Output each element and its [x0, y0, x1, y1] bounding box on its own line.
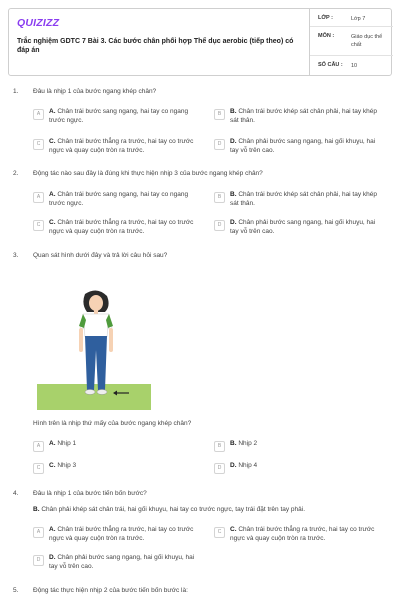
option-text: C. Chân trái bước thẳng ra trước, hai tay co trước ngực và quay cuộn tròn ra trước.: [49, 138, 194, 154]
question-number: 5.: [13, 587, 19, 594]
option-text: B. Chân trái bước khép sát chân phải, hai tay khép sát thân.: [230, 108, 378, 124]
meta-value: Lớp 7: [351, 16, 366, 22]
meta-table: [309, 9, 392, 75]
option-text: A. Chân trái bước sang ngang, hai tay co ngang trước ngực.: [49, 108, 189, 124]
option-checkbox[interactable]: D: [214, 139, 225, 150]
meta-label: SỐ CÂU :: [318, 62, 343, 68]
aerobic-figure-image: [37, 288, 151, 412]
option-text: D. Chân phải bước sang ngang, hai gối khuỵu, hai tay vỗ trên cao.: [230, 138, 376, 154]
meta-row-subject: [310, 27, 393, 56]
option-text: A. Chân trái bước thẳng ra trước, hai tay co trước ngực và quay cuộn tròn ra trước.: [49, 526, 194, 542]
quizizz-logo[interactable]: QUIZIZZ: [17, 17, 60, 29]
option-checkbox[interactable]: C: [33, 463, 44, 474]
question-text: Động tác nào sau đây là đúng khi thực hiện nhịp 3 của bước ngang khép chân?: [33, 170, 263, 177]
option-text: B. Nhịp 2: [230, 440, 258, 447]
option-text: A. Chân trái bước sang ngang, hai tay co ngang trước ngực.: [49, 191, 189, 207]
option-checkbox[interactable]: A: [33, 192, 44, 203]
option-text: D. Chân phải bước sang ngang, hai gối khuỵu, hai tay vỗ trên cao.: [49, 554, 195, 570]
page-title: Trắc nghiệm GDTC 7 Bài 3. Các bước chân phối hợp Thể dục aerobic (tiếp theo) có đáp án: [17, 38, 294, 55]
option-checkbox[interactable]: D: [214, 220, 225, 231]
option-checkbox[interactable]: A: [33, 109, 44, 120]
option-checkbox[interactable]: B: [214, 109, 225, 120]
question-number: 3.: [13, 252, 19, 259]
meta-value: Giáo dục thể chất: [351, 34, 383, 49]
option-text: D. Nhịp 4: [230, 462, 258, 469]
option-checkbox[interactable]: C: [214, 527, 225, 538]
option-checkbox[interactable]: C: [33, 139, 44, 150]
option-checkbox[interactable]: B: [214, 192, 225, 203]
option-text: C. Chân trái bước thẳng ra trước, hai tay co trước ngực và quay cuộn tròn ra trước.: [49, 219, 194, 235]
option-text: D. Chân phải bước sang ngang, hai gối khuỵu, hai tay vỗ trên cao.: [230, 219, 376, 235]
student-figure: [79, 290, 113, 394]
option-text: A. Nhịp 1: [49, 440, 77, 447]
option-text: B. Chân trái bước khép sát chân phải, hai tay khép sát thân.: [230, 191, 378, 207]
option-checkbox[interactable]: D: [33, 555, 44, 566]
question-text: Đâu là nhịp 1 của bước tiến bốn bước?: [33, 490, 147, 497]
option-checkbox[interactable]: C: [33, 220, 44, 231]
option-text: C. Nhịp 3: [49, 462, 77, 469]
worksheet-header: [8, 8, 392, 76]
meta-label: LỚP :: [318, 15, 333, 21]
question-number: 4.: [13, 490, 19, 497]
option-text: C. Chân trái bước thẳng ra trước, hai tay co trước ngực và quay cuộn tròn ra trước.: [230, 526, 375, 542]
option-checkbox[interactable]: A: [33, 527, 44, 538]
question-answer-line: B. Chân phải khép sát chân trái, hai gối khuỵu, hai tay co trước ngực, tay trái đặt trên tay phải.: [33, 506, 306, 513]
meta-value: 10: [351, 63, 358, 69]
option-checkbox[interactable]: B: [214, 441, 225, 452]
question-number: 1.: [13, 88, 19, 95]
question-text: Động tác thực hiện nhịp 2 của bước tiến bốn bước là:: [33, 587, 188, 594]
meta-row-class: [310, 9, 393, 27]
meta-label: MÔN :: [318, 33, 335, 39]
option-checkbox[interactable]: A: [33, 441, 44, 452]
meta-row-count: [310, 56, 393, 75]
question-text: Quan sát hình dưới đây và trả lời câu hỏi sau?: [33, 252, 168, 259]
question-subtext: Hình trên là nhịp thứ mấy của bước ngang khép chân?: [33, 420, 192, 427]
question-text: Đâu là nhịp 1 của bước ngang khép chân?: [33, 88, 157, 95]
question-number: 2.: [13, 170, 19, 177]
option-checkbox[interactable]: D: [214, 463, 225, 474]
